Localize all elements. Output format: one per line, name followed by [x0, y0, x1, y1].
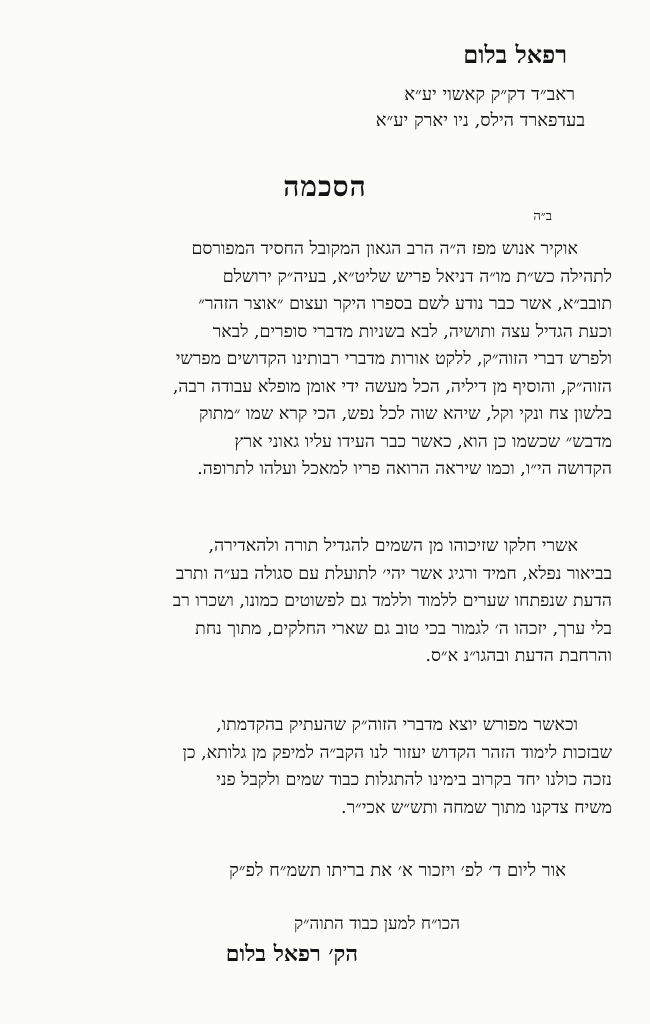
closing-date-line: אור ליום ד׳ לפ׳ ויזכור א׳ את בריתו תשמ״ח לפ״ק	[229, 860, 566, 881]
text-line: נזכה כולנו יחד בקרוב בימינו להתגלות כבוד שמים ולקבל פני	[216, 770, 612, 790]
text-line: שבזכות לימוד הזהר הקדוש יעזור לנו הקב״ה למיפק מן גלותא, כן	[182, 742, 612, 763]
text-line: בביאור נפלא, חמיד ורגיג אשר יהי׳ לתועלת עם סגולה בע״ה ותרב	[175, 563, 612, 584]
text-line: והרחבת הדעת ובהגו״נ א״ס.	[425, 646, 612, 666]
text-line: בלי ערך, יזכהו ה׳ לגמור בכי טוב גם שארי החלקים, מתוך נחת	[195, 618, 612, 639]
text-line: וכעת הגדיל עצה ותושיה, לבא בשניות מדברי סופרים, לבאר	[212, 321, 612, 342]
body-paragraph-2	[36, 533, 612, 671]
text-line: בלשון צח ונקי וקל, שיהא שוה לכל נפש, הכי קרא שמו ״מתוק	[198, 404, 612, 424]
text-line: ולפרש דברי הזוה״ק, ללקט אורות מדברי רבותינו הקדושים מפרשי	[175, 349, 612, 369]
header-mark: ב״ה	[533, 209, 552, 224]
letterhead	[255, 40, 585, 135]
text-line: לתהילה כש״ת מו״ה דניאל פריש שליט״א, בעיה״ק ירושלם	[222, 266, 612, 287]
text-line: הזוה״ק, והוסיף מן דיליה, הכל מעשה ידי אומן מופלא עבודה רבה,	[172, 376, 612, 397]
text-line: הקדושה הי״ו, וכמו שיראה הרואה פריו למאכל ועלהו לתרופה.	[197, 459, 612, 479]
signature-line: הכו״ח למען כבוד התוה״ק	[293, 914, 460, 934]
body-paragraph-3	[36, 712, 612, 822]
text-line: אוקיר אנוש מפז ה״ה הרב הגאון המקובל החסיד המפורסם	[191, 239, 578, 259]
letterhead-address-line: בעדפארד הילס, ניו יארק יע״א	[375, 110, 585, 132]
text-line: מדבש״ שכשמו כן הוא, כאשר כבר העידו עליו גאוני ארץ	[234, 431, 612, 452]
letterhead-name: רפאל בלום	[463, 40, 567, 69]
text-line: משיח צדקנו מתוך שמחה ותש״ש אכי״ר.	[341, 797, 612, 818]
text-line: אשרי חלקו שזיכוהו מן השמים להגדיל תורה ולהאדירה,	[208, 536, 578, 556]
signature-name: הק׳ רפאל בלום	[225, 941, 358, 967]
letterhead-title-line: ראב״ד דק״ק קאשוי יע״א	[404, 84, 575, 106]
text-line: וכאשר מפורש יוצא מדברי הזוה״ק שהעתיק בהקדמתו,	[216, 715, 578, 735]
document-title: הסכמה	[283, 170, 367, 203]
text-line: תובב״א, אשר כבר נודע לשם בספרו היקר ועצום ״אוצר הזהר״	[198, 294, 612, 314]
body-paragraph-1	[36, 236, 612, 484]
text-line: הדעת שנפתחו שערים ללמוד וללמד גם לפשוטים כמונו, ושכרו רב	[172, 591, 612, 611]
